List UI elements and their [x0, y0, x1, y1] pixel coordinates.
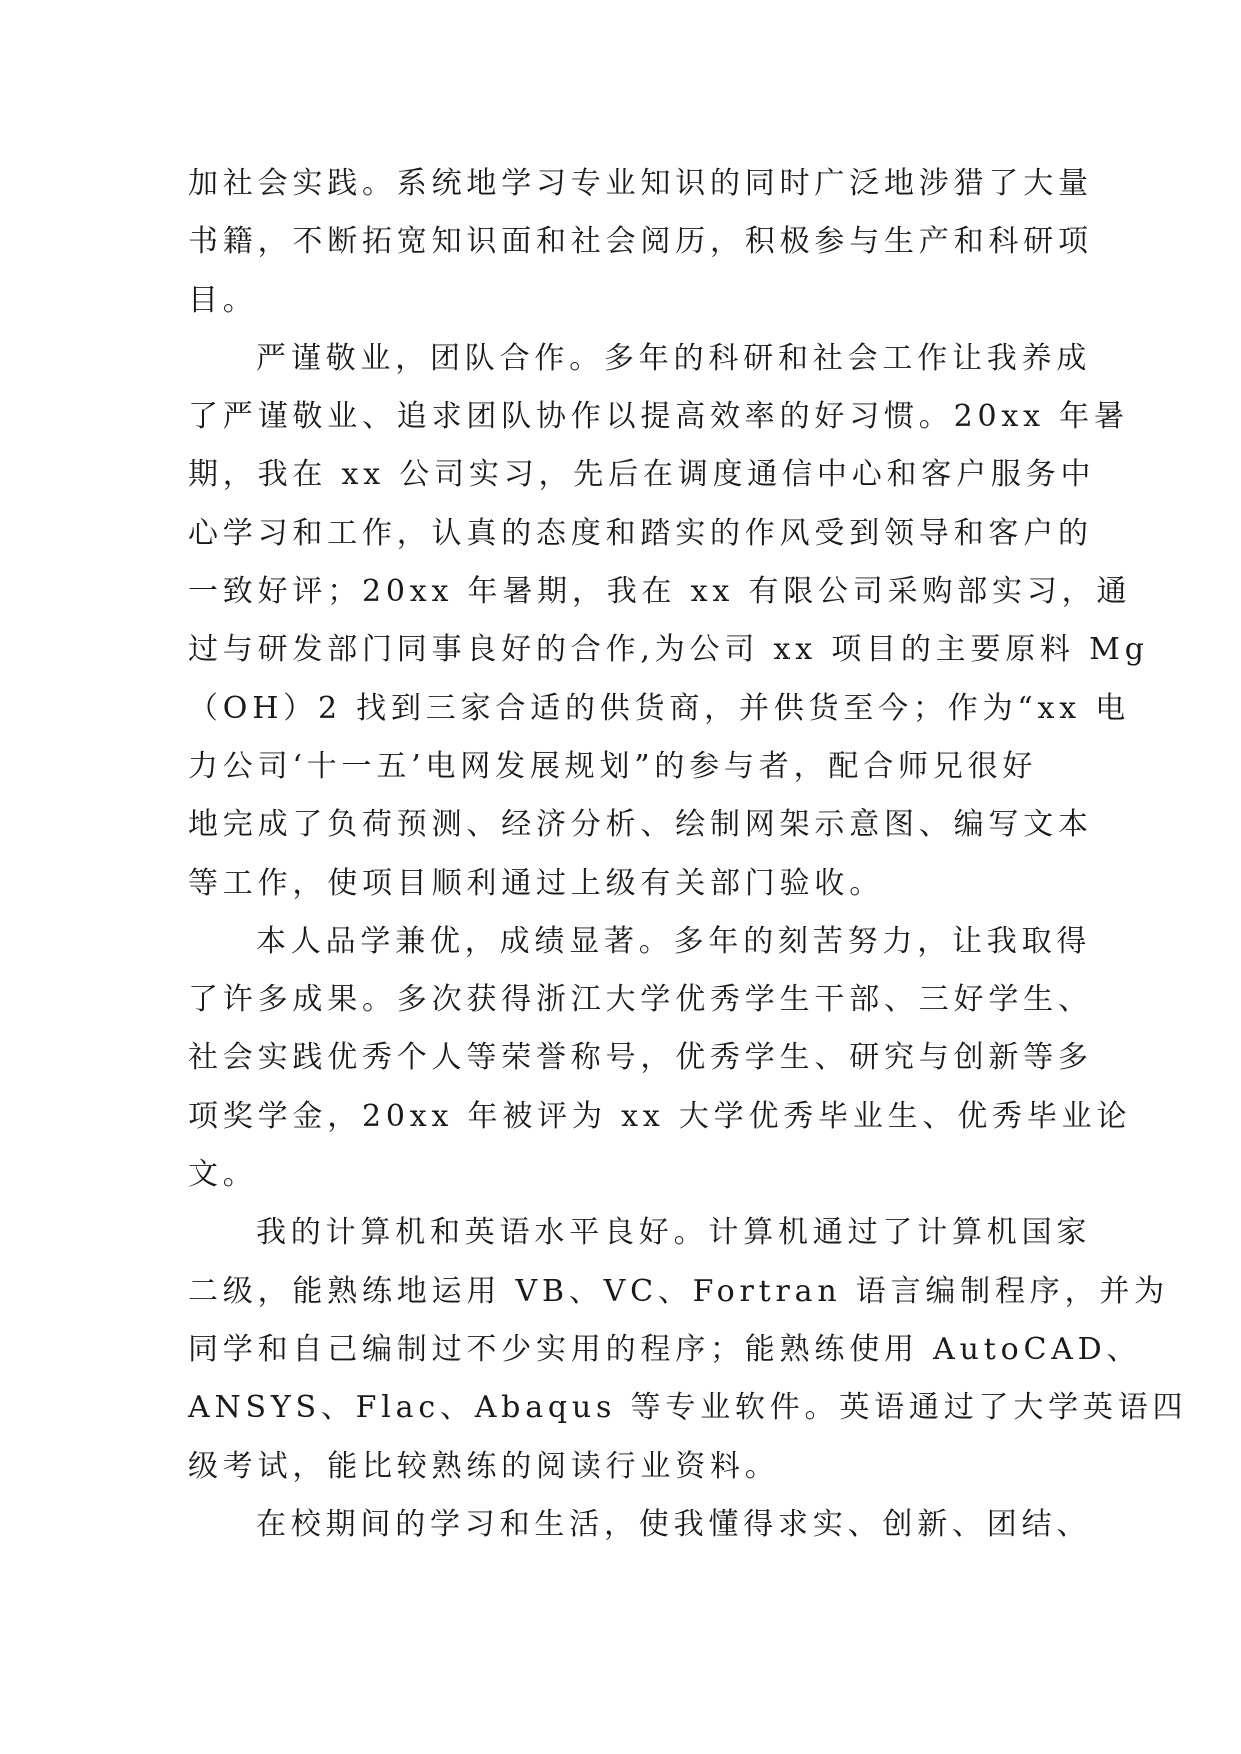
text-line: 心学习和工作，认真的态度和踏实的作风受到领导和客户的	[188, 515, 1093, 551]
document-body	[188, 155, 1188, 1554]
text-line: 过与研发部门同事良好的合作,为公司 xx 项目的主要原料 Mg	[188, 632, 1149, 668]
text-line: 力公司‘十一五’电网发展规划”的参与者，配合师兄很好	[188, 748, 1038, 784]
text-line: （OH）2 找到三家合适的供货商，并供货至今；作为“xx 电	[188, 690, 1131, 726]
text-line: 一致好评；20xx 年暑期，我在 xx 有限公司采购部实习，通	[188, 574, 1132, 610]
paragraph-first-line: 在校期间的学习和生活，使我懂得求实、创新、团结、	[256, 1506, 1092, 1542]
text-line: 项奖学金，20xx 年被评为 xx 大学优秀毕业生、优秀毕业论	[188, 1098, 1132, 1134]
paragraph-first-line: 我的计算机和英语水平良好。计算机通过了计算机国家	[256, 1215, 1092, 1251]
text-line: 目。	[188, 282, 258, 318]
text-line: 等工作，使项目顺利通过上级有关部门验收。	[188, 865, 884, 901]
paragraph-first-line: 严谨敬业，团队合作。多年的科研和社会工作让我养成	[256, 340, 1092, 376]
text-line: 社会实践优秀个人等荣誉称号，优秀学生、研究与创新等多	[188, 1040, 1093, 1076]
text-line: 同学和自己编制过不少实用的程序；能熟练使用 AutoCAD、	[188, 1331, 1142, 1367]
text-line: 二级，能熟练地运用 VB、VC、Fortran 语言编制程序，并为	[188, 1273, 1169, 1309]
paragraph-first-line: 本人品学兼优，成绩显著。多年的刻苦努力，让我取得	[256, 923, 1092, 959]
text-line: 地完成了负荷预测、经济分析、绘制网架示意图、编写文本	[188, 807, 1093, 843]
text-line: 期，我在 xx 公司实习，先后在调度通信中心和客户服务中	[188, 457, 1096, 493]
text-line: 级考试，能比较熟练的阅读行业资料。	[188, 1448, 780, 1484]
text-line: 文。	[188, 1157, 258, 1193]
text-line: ANSYS、Flac、Abaqus 等专业软件。英语通过了大学英语四	[188, 1390, 1188, 1426]
text-line: 了许多成果。多次获得浙江大学优秀学生干部、三好学生、	[188, 982, 1093, 1018]
text-line: 书籍，不断拓宽知识面和社会阅历，积极参与生产和科研项	[188, 224, 1093, 260]
text-line: 加社会实践。系统地学习专业知识的同时广泛地涉猎了大量	[188, 166, 1093, 201]
text-line: 了严谨敬业、追求团队协作以提高效率的好习惯。20xx 年暑	[188, 399, 1129, 435]
